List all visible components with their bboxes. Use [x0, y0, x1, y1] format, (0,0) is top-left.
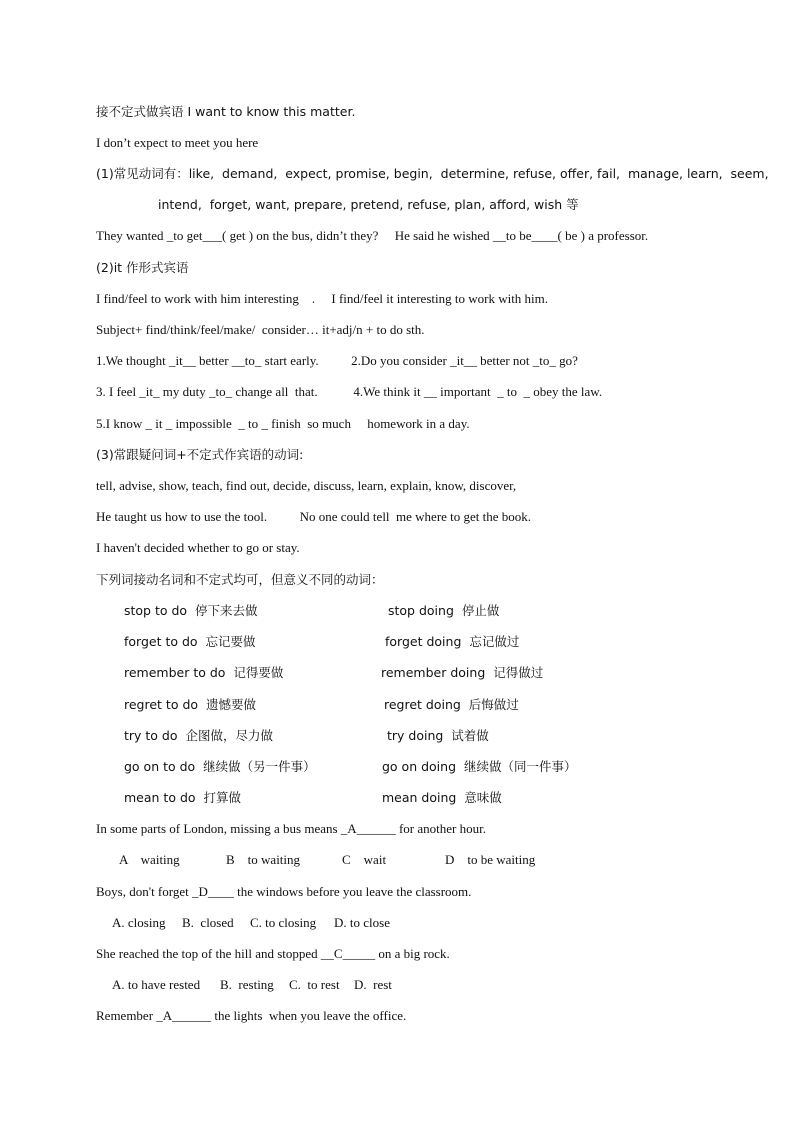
pair-left-try: try to do 企图做，尽力做 — [124, 728, 273, 743]
text-line-exercise-3-4: 3. I feel _it_ my duty _to_ change all that. 4.We think it __ important _ to _ obey the law. — [96, 384, 603, 399]
text-line-common-verbs: (1)常见动词有：like, demand, expect, promise, begin, determine, refuse, offer, fail, manage, learn, seem, — [96, 166, 769, 181]
question-1-option-d: D to be waiting — [445, 852, 536, 867]
pair-right-try: try doing 试着做 — [387, 728, 489, 743]
section-heading-it-formal-object: (2)it 作形式宾语 — [96, 260, 189, 275]
question-2-stem: Boys, don't forget _D____ the windows before you leave the classroom. — [96, 884, 472, 899]
section-heading-question-words: (3)常跟疑问词+不定式作宾语的动词: — [96, 447, 304, 462]
question-4-stem: Remember _A______ the lights when you leave the office. — [96, 1008, 407, 1023]
text-line-example-decided: I haven't decided whether to go or stay. — [96, 540, 300, 555]
pair-left-regret: regret to do 遗憾要做 — [124, 697, 256, 712]
pair-left-stop: stop to do 停下来去做 — [124, 603, 258, 618]
text-line-example-wanted: They wanted _to get___( get ) on the bus, didn’t they? He said he wished __to be____( be ) a professor. — [96, 228, 649, 243]
question-1-option-b: B to waiting — [226, 852, 301, 867]
pair-right-remember: remember doing 记得做过 — [381, 665, 544, 680]
pair-left-forget: forget to do 忘记要做 — [124, 634, 256, 649]
text-line-common-verbs-cont: intend, forget, want, prepare, pretend, refuse, plan, afford, wish 等 — [158, 197, 579, 212]
question-3-stem: She reached the top of the hill and stopped __C_____ on a big rock. — [96, 946, 450, 961]
question-2-option-a: A. closing — [112, 915, 166, 930]
pair-right-stop: stop doing 停止做 — [388, 603, 500, 618]
pair-left-mean: mean to do 打算做 — [124, 790, 241, 805]
question-1-option-a: A waiting — [119, 852, 180, 867]
question-2-option-c: C. to closing — [250, 915, 317, 930]
pair-left-go-on: go on to do 继续做（另一件事） — [124, 759, 316, 774]
section-heading-gerund-infinitive: 下列词接动名词和不定式均可，但意义不同的动词： — [96, 572, 384, 587]
question-3-option-d: D. rest — [354, 977, 392, 992]
pair-right-regret: regret doing 后悔做过 — [384, 697, 519, 712]
question-1-option-c: C wait — [342, 852, 387, 867]
text-line-find-feel: I find/feel to work with him interesting . I find/feel it interesting to work with him. — [96, 291, 549, 306]
question-3-option-b: B. resting — [220, 977, 274, 992]
question-2-option-d: D. to close — [334, 915, 390, 930]
question-3-option-c: C. to rest — [289, 977, 340, 992]
question-1-stem: In some parts of London, missing a bus means _A______ for another hour. — [96, 821, 486, 836]
pair-left-remember: remember to do 记得要做 — [124, 665, 284, 680]
question-3-option-a: A. to have rested — [112, 977, 201, 992]
text-line-example-expect: I don’t expect to meet you here — [96, 135, 259, 150]
pair-right-go-on: go on doing 继续做（同一件事） — [382, 759, 577, 774]
text-line-exercise-5: 5.I know _ it _ impossible _ to _ finish so much homework in a day. — [96, 416, 470, 431]
text-line-verb-list: tell, advise, show, teach, find out, decide, discuss, learn, explain, know, discover, — [96, 478, 517, 493]
text-line-infinitive-object: 接不定式做宾语 I want to know this matter. — [96, 104, 356, 119]
text-line-example-taught: He taught us how to use the tool. No one could tell me where to get the book. — [96, 509, 532, 524]
text-line-structure: Subject+ find/think/feel/make/ consider… it+adj/n + to do sth. — [96, 322, 425, 337]
pair-right-forget: forget doing 忘记做过 — [385, 634, 520, 649]
question-2-option-b: B. closed — [182, 915, 234, 930]
pair-right-mean: mean doing 意味做 — [382, 790, 502, 805]
text-line-exercise-1-2: 1.We thought _it__ better __to_ start early. 2.Do you consider _it__ better not _to_ go? — [96, 353, 578, 368]
